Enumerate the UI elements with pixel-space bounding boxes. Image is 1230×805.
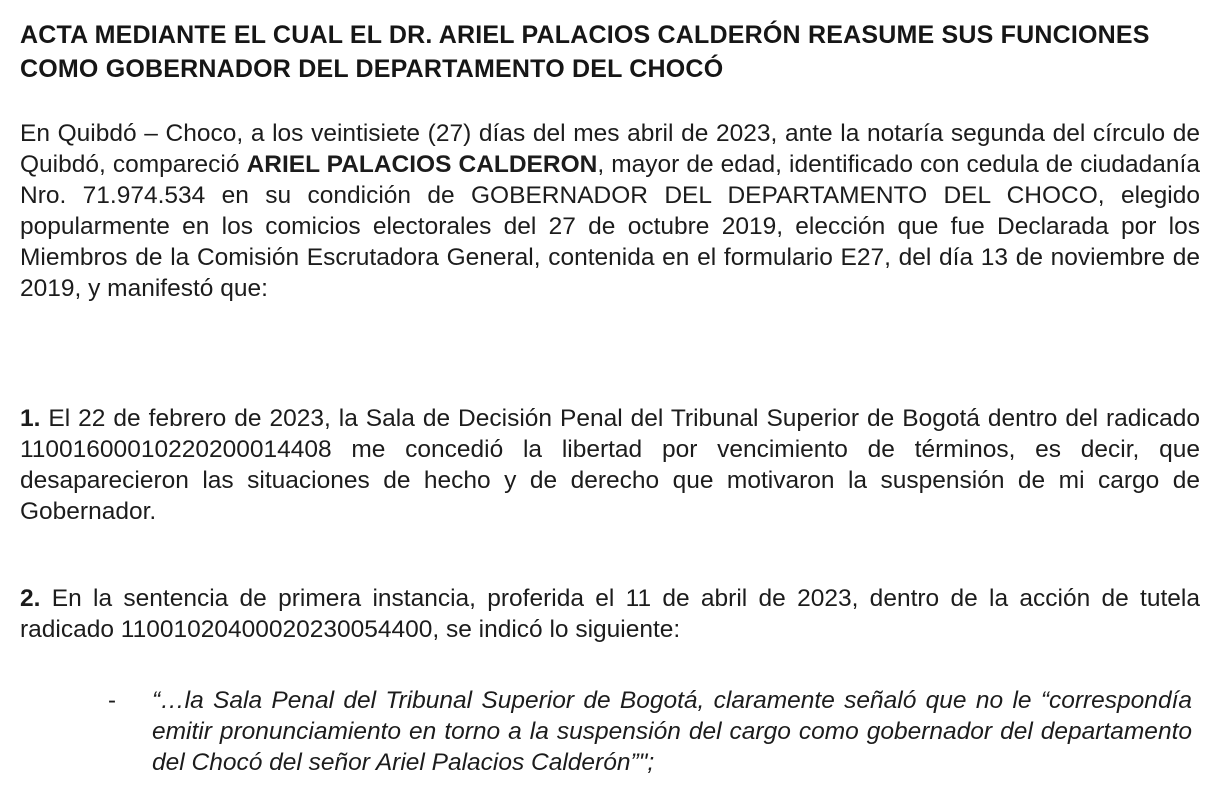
intro-person-name: ARIEL PALACIOS CALDERON (246, 151, 598, 178)
intro-text-before-name: En Quibdó – Choco, a los veintisiete (27) días del mes abril de 2023, ante la notaría segunda del círculo de Quibdó, compareció (20, 120, 1200, 178)
numbered-item-1 (20, 403, 1200, 527)
list-bullet-dash: - (108, 687, 116, 714)
item-1-text: El 22 de febrero de 2023, la Sala de Decisión Penal del Tribunal Superior de Bogotá dentro del radicado 11001600010220200014408 me concedió la libertad por vencimiento de términos, es decir, que desaparecieron las situaciones de hecho y de derecho que motivaron la suspensión de mi cargo de Gobernador. (20, 405, 1200, 525)
quote-list-item (108, 685, 1198, 795)
item-2-text: En la sentencia de primera instancia, proferida el 11 de abril de 2023, dentro de la acción de tutela radicado 11001020400020230054400, se indicó lo siguiente: (20, 585, 1200, 643)
document-title: ACTA MEDIANTE EL CUAL EL DR. ARIEL PALACIOS CALDERÓN REASUME SUS FUNCIONES COMO GOBERNADOR DEL DEPARTAMENTO DEL CHOCÓ (20, 21, 1150, 83)
intro-text-after-name: , mayor de edad, identificado con cedula de ciudadanía Nro. 71.974.534 en su condición de GOBERNADOR DEL DEPARTAMENTO DEL CHOCO, elegido popularmente en los comicios electorales del 27 de octubre 2019, elección que fue Declarada por los Miembros de la Comisión Escrutadora General, contenida en el formulario E27, del día 13 de noviembre de 2019, y manifestó que: (20, 151, 1200, 302)
quoted-text: “…la Sala Penal del Tribunal Superior de Bogotá, claramente señaló que no le “correspondía emitir pronunciamiento en torno a la suspensión del cargo como gobernador del departamento del Chocó del señor Ariel Palacios Calderón”"; (152, 687, 1192, 776)
numbered-item-2 (20, 583, 1200, 645)
item-2-number: 2. (20, 585, 41, 612)
intro-paragraph (20, 118, 1200, 304)
item-1-number: 1. (20, 405, 41, 432)
